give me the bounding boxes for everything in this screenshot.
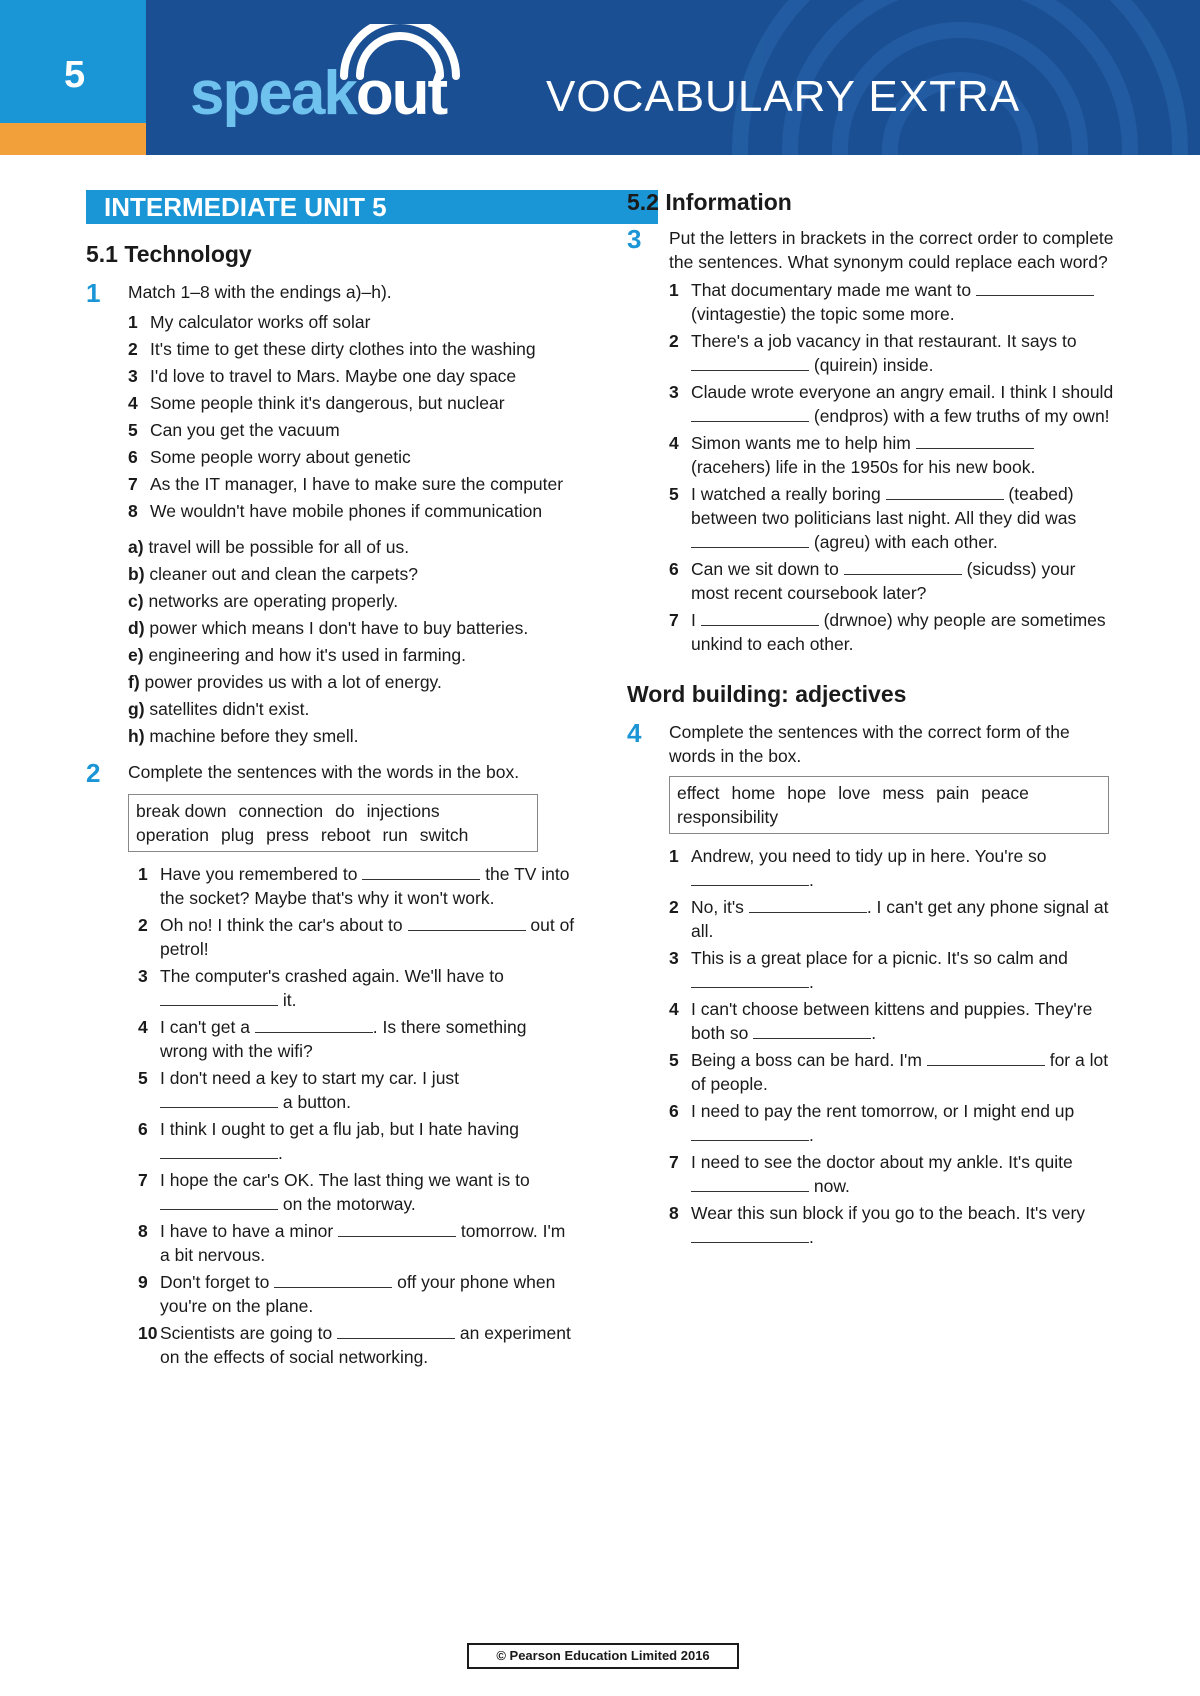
box-word: pain <box>936 783 970 803</box>
answer-blank[interactable] <box>337 1322 455 1339</box>
item-text: Can you get the vacuum <box>150 420 340 440</box>
text-before-blank: Claude wrote everyone an angry email. I think I should <box>691 382 1114 402</box>
item-text <box>160 1321 576 1369</box>
section-title-word-building: Word building: adjectives <box>627 681 907 707</box>
item-number: 1 <box>128 312 138 332</box>
list-item <box>669 1048 1117 1096</box>
item-number: 6 <box>669 1101 679 1121</box>
list-item <box>128 445 576 469</box>
answer-blank[interactable] <box>338 1220 456 1237</box>
answer-blank[interactable] <box>886 483 1004 500</box>
brand-out: out <box>355 59 447 128</box>
text-before-blank: I need to pay the rent tomorrow, or I might end up <box>691 1101 1075 1121</box>
text-after-blank: . <box>278 1143 283 1163</box>
header-title: VOCABULARY EXTRA <box>546 72 1021 121</box>
ending-item <box>128 724 576 748</box>
answer-blank[interactable] <box>274 1271 392 1288</box>
list-item <box>669 844 1117 892</box>
ending-text: travel will be possible for all of us. <box>148 537 410 557</box>
answer-blank[interactable] <box>160 989 278 1006</box>
item-text <box>691 997 1117 1045</box>
unit-number: 5 <box>64 54 86 96</box>
answer-blank[interactable] <box>691 405 809 422</box>
item-number: 2 <box>669 331 679 351</box>
item-number: 5 <box>669 1050 679 1070</box>
ending-letter: a) <box>128 537 144 557</box>
text-after-blank: . Is there something wrong with the wifi? <box>160 1017 527 1061</box>
item-number: 7 <box>669 610 679 630</box>
box-word: responsibility <box>677 807 779 827</box>
list-item <box>669 557 1117 605</box>
text-after-blank: (quirein) inside. <box>809 355 934 375</box>
item-text <box>691 1099 1117 1147</box>
box-word: love <box>838 783 871 803</box>
item-number: 8 <box>138 1221 148 1241</box>
ending-text: power provides us with a lot of energy. <box>144 672 442 692</box>
list-item <box>669 608 1117 656</box>
exercise-1-header <box>86 280 576 306</box>
box-word: connection <box>238 801 324 821</box>
box-word: do <box>335 801 355 821</box>
unit-tab-accent <box>0 123 146 155</box>
text-after-blank: for a lot of people. <box>691 1050 1109 1094</box>
item-number: 3 <box>669 382 679 402</box>
list-item <box>128 337 576 361</box>
text-after-blank: . <box>871 1023 877 1043</box>
ending-item <box>128 562 576 586</box>
ending-text: cleaner out and clean the carpets? <box>149 564 418 584</box>
list-item <box>128 418 576 442</box>
exercise-3-items <box>669 278 1117 656</box>
text-after-blank: (drwnoe) why people are sometimes unkind to each other. <box>691 610 1106 654</box>
exercise-4-items <box>669 844 1117 1249</box>
list-item <box>138 913 576 961</box>
item-text <box>160 1117 576 1165</box>
item-text <box>160 862 576 910</box>
word-box-line <box>136 799 530 823</box>
text-after-blank: . <box>809 1227 814 1247</box>
item-number: 1 <box>669 846 679 866</box>
list-item <box>138 1270 576 1318</box>
item-number: 2 <box>128 339 138 359</box>
text-after-blank: a button. <box>278 1092 351 1112</box>
ending-item <box>128 535 576 559</box>
ending-letter: b) <box>128 564 145 584</box>
list-item <box>669 1099 1117 1147</box>
exercise-1-endings <box>128 535 576 748</box>
text-after-blank: (endpros) with a few truths of my own! <box>809 406 1110 426</box>
text-before-blank: I think I ought to get a flu jab, but I hate having <box>160 1119 519 1139</box>
ending-letter: c) <box>128 591 144 611</box>
list-item <box>138 1168 576 1216</box>
item-number: 3 <box>138 966 148 986</box>
box-word: injections <box>366 801 440 821</box>
item-text <box>691 1201 1117 1249</box>
text-before-blank: This is a great place for a picnic. It's so calm and <box>691 948 1068 968</box>
box-word: plug <box>220 825 255 845</box>
list-item <box>669 1201 1117 1249</box>
list-item <box>138 1219 576 1267</box>
item-number: 5 <box>128 420 138 440</box>
word-box <box>669 776 1109 834</box>
text-after-blank: the TV into the socket? Maybe that's why it won't work. <box>160 864 570 908</box>
word-box-line <box>136 823 530 847</box>
item-number: 8 <box>669 1203 679 1223</box>
item-number: 4 <box>138 1017 148 1037</box>
item-number: 10 <box>138 1323 158 1343</box>
ending-text: engineering and how it's used in farming. <box>148 645 467 665</box>
list-item <box>138 1066 576 1114</box>
brand-speak: speak <box>190 59 356 128</box>
section-title-technology: 5.1 Technology <box>86 241 252 267</box>
text-after-blank: an experiment on the effects of social networking. <box>160 1323 571 1367</box>
text-after-blank: (teabed) between two politicians last night. All they did was <box>691 484 1077 528</box>
list-item <box>128 472 576 496</box>
text-after-blank: tomorrow. I'm a bit nervous. <box>160 1221 566 1265</box>
item-text <box>691 278 1117 326</box>
box-word: run <box>382 825 408 845</box>
text-after-blank: on the motorway. <box>278 1194 416 1214</box>
answer-blank[interactable] <box>691 1124 809 1141</box>
box-word: press <box>266 825 309 845</box>
unit-banner: INTERMEDIATE UNIT 5 <box>86 190 658 224</box>
item-text <box>691 1150 1117 1198</box>
answer-blank[interactable] <box>408 914 526 931</box>
list-item <box>128 310 576 334</box>
item-number: 8 <box>128 501 138 521</box>
answer-blank[interactable] <box>691 354 809 371</box>
text-before-blank: I watched a really boring <box>691 484 886 504</box>
ending-text: power which means I don't have to buy batteries. <box>149 618 529 638</box>
item-number: 7 <box>128 474 138 494</box>
item-number: 4 <box>669 433 679 453</box>
text-before-blank: Simon wants me to help him <box>691 433 916 453</box>
item-text <box>691 431 1117 479</box>
text-before-blank: Oh no! I think the car's about to <box>160 915 408 935</box>
text-after-blank: . <box>809 972 814 992</box>
text-before-blank: The computer's crashed again. We'll have to <box>160 966 504 986</box>
answer-blank[interactable] <box>927 1049 1045 1066</box>
item-number: 3 <box>669 948 679 968</box>
answer-blank[interactable] <box>844 558 962 575</box>
text-after-blank: out of petrol! <box>160 915 575 959</box>
list-item <box>128 499 576 523</box>
list-item <box>669 1150 1117 1198</box>
list-item <box>669 278 1117 326</box>
item-text: It's time to get these dirty clothes into the washing <box>150 339 536 359</box>
exercise-number: 4 <box>627 718 642 748</box>
exercise-2-header <box>86 760 576 786</box>
answer-blank[interactable] <box>160 1142 278 1159</box>
item-text <box>160 1270 576 1318</box>
ending-letter: g) <box>128 699 145 719</box>
answer-blank[interactable] <box>916 432 1034 449</box>
right-column <box>627 190 1117 1252</box>
exercise-number: 3 <box>627 224 642 254</box>
list-item <box>669 380 1117 428</box>
item-number: 5 <box>138 1068 148 1088</box>
item-text <box>691 329 1117 377</box>
text-before-blank: I <box>691 610 701 630</box>
ending-letter: d) <box>128 618 145 638</box>
exercise-number: 2 <box>86 758 101 788</box>
item-text <box>691 482 1117 554</box>
text-before-blank: I don't need a key to start my car. I just <box>160 1068 460 1088</box>
list-item <box>669 431 1117 479</box>
text-after-blank: (sicudss) your most recent coursebook later? <box>691 559 1076 603</box>
item-text <box>160 1168 576 1216</box>
item-number: 5 <box>669 484 679 504</box>
left-column <box>86 190 576 1372</box>
text-before-blank: I can't get a <box>160 1017 255 1037</box>
text-before-blank: I have to have a minor <box>160 1221 339 1241</box>
item-number: 1 <box>138 864 148 884</box>
box-word: effect <box>677 783 720 803</box>
text-before-blank: Can we sit down to <box>691 559 844 579</box>
ending-item <box>128 589 576 613</box>
box-word: switch <box>419 825 469 845</box>
item-number: 7 <box>669 1152 679 1172</box>
answer-blank[interactable] <box>753 1022 871 1039</box>
item-text <box>691 844 1117 892</box>
item-text <box>160 1066 576 1114</box>
item-text: Some people think it's dangerous, but nuclear <box>150 393 505 413</box>
text-before-blank: Scientists are going to <box>160 1323 338 1343</box>
item-number: 1 <box>669 280 679 300</box>
answer-blank[interactable] <box>160 1091 278 1108</box>
text-before-blank: There's a job vacancy in that restaurant. It says to <box>691 331 1077 351</box>
box-word: operation <box>136 825 209 845</box>
text-before-blank: No, it's <box>691 897 749 917</box>
text-before-blank: That documentary made me want to <box>691 280 976 300</box>
list-item <box>669 482 1117 554</box>
ending-item <box>128 697 576 721</box>
list-item <box>138 1321 576 1369</box>
answer-blank[interactable] <box>255 1016 373 1033</box>
ending-letter: e) <box>128 645 144 665</box>
word-box-line <box>677 805 1101 829</box>
text-before-blank: Have you remembered to <box>160 864 363 884</box>
item-text <box>691 1048 1117 1096</box>
item-number: 6 <box>128 447 138 467</box>
text-after-blank: (vintagestie) the topic some more. <box>691 304 955 324</box>
answer-blank[interactable] <box>701 609 819 626</box>
exercise-instruction: Match 1–8 with the endings a)–h). <box>128 282 392 302</box>
answer-blank[interactable] <box>362 863 480 880</box>
item-text <box>160 1015 576 1063</box>
answer-blank[interactable] <box>976 279 1094 296</box>
text-before-blank: Andrew, you need to tidy up in here. You're so <box>691 846 1047 866</box>
item-text: I'd love to travel to Mars. Maybe one day space <box>150 366 517 386</box>
answer-blank[interactable] <box>691 869 809 886</box>
text-after-second-blank: (agreu) with each other. <box>809 532 998 552</box>
copyright-footer: © Pearson Education Limited 2016 <box>467 1643 739 1669</box>
text-before-blank: Wear this sun block if you go to the beach. It's very <box>691 1203 1086 1223</box>
item-number: 2 <box>669 897 679 917</box>
box-word: mess <box>882 783 925 803</box>
item-text: Some people worry about genetic <box>150 447 411 467</box>
section-title-information: 5.2 Information <box>627 189 792 215</box>
ending-text: satellites didn't exist. <box>149 699 310 719</box>
text-before-blank: Don't forget to <box>160 1272 275 1292</box>
list-item <box>128 391 576 415</box>
text-before-blank: I can't choose between kittens and puppies. They're both so <box>691 999 1093 1043</box>
item-number: 4 <box>128 393 138 413</box>
item-number: 7 <box>138 1170 148 1190</box>
word-box <box>128 794 538 852</box>
item-number: 2 <box>138 915 148 935</box>
box-word: reboot <box>320 825 371 845</box>
page-header <box>0 0 1200 155</box>
answer-blank[interactable] <box>691 531 809 548</box>
item-text <box>691 608 1117 656</box>
item-number: 9 <box>138 1272 148 1292</box>
ending-item <box>128 616 576 640</box>
list-item <box>138 862 576 910</box>
list-item <box>669 997 1117 1045</box>
exercise-1-items <box>128 310 576 523</box>
box-word: break down <box>136 801 227 821</box>
ending-letter: h) <box>128 726 145 746</box>
exercise-3-header <box>627 226 1117 274</box>
exercise-number: 1 <box>86 278 101 308</box>
answer-blank[interactable] <box>691 1175 809 1192</box>
answer-blank[interactable] <box>691 1226 809 1243</box>
item-text <box>691 895 1117 943</box>
text-after-blank: it. <box>278 990 297 1010</box>
box-word: hope <box>787 783 827 803</box>
item-text <box>160 1219 576 1267</box>
text-after-blank: off your phone when you're on the plane. <box>160 1272 556 1316</box>
text-after-blank: . <box>809 870 814 890</box>
ending-text: networks are operating properly. <box>148 591 399 611</box>
item-text: My calculator works off solar <box>150 312 371 332</box>
list-item <box>138 1117 576 1165</box>
word-box-line <box>677 781 1101 805</box>
text-before-blank: Being a boss can be hard. I'm <box>691 1050 927 1070</box>
ending-text: machine before they smell. <box>149 726 359 746</box>
ending-item <box>128 670 576 694</box>
box-word: home <box>731 783 776 803</box>
text-after-blank: . <box>809 1125 814 1145</box>
list-item <box>669 329 1117 377</box>
item-text <box>691 557 1117 605</box>
exercise-instruction: Complete the sentences with the words in the box. <box>128 762 520 782</box>
box-word: peace <box>981 783 1029 803</box>
ending-letter: f) <box>128 672 140 692</box>
exercise-instruction: Complete the sentences with the correct form of the words in the box. <box>669 722 1070 766</box>
text-before-blank: I hope the car's OK. The last thing we want is to <box>160 1170 530 1190</box>
exercise-instruction: Put the letters in brackets in the correct order to complete the sentences. What synonym could replace each word? <box>669 228 1114 272</box>
item-number: 4 <box>669 999 679 1019</box>
list-item <box>128 364 576 388</box>
text-before-blank: I need to see the doctor about my ankle. It's quite <box>691 1152 1073 1172</box>
item-text: As the IT manager, I have to make sure the computer <box>150 474 564 494</box>
list-item <box>669 895 1117 943</box>
item-number: 3 <box>128 366 138 386</box>
item-text <box>691 380 1117 428</box>
exercise-2-items <box>128 862 576 1369</box>
list-item <box>138 964 576 1012</box>
text-after-blank: now. <box>809 1176 850 1196</box>
answer-blank[interactable] <box>160 1193 278 1210</box>
answer-blank[interactable] <box>749 896 867 913</box>
item-text: We wouldn't have mobile phones if communication <box>150 501 543 521</box>
item-number: 6 <box>669 559 679 579</box>
item-text <box>160 964 576 1012</box>
text-after-blank: (racehers) life in the 1950s for his new book. <box>691 457 1036 477</box>
list-item <box>138 1015 576 1063</box>
answer-blank[interactable] <box>691 971 809 988</box>
exercise-4-header <box>627 720 1117 768</box>
list-item <box>669 946 1117 994</box>
item-number: 6 <box>138 1119 148 1139</box>
text-after-blank: . I can't get any phone signal at all. <box>691 897 1109 941</box>
item-text <box>691 946 1117 994</box>
ending-item <box>128 643 576 667</box>
item-text <box>160 913 576 961</box>
